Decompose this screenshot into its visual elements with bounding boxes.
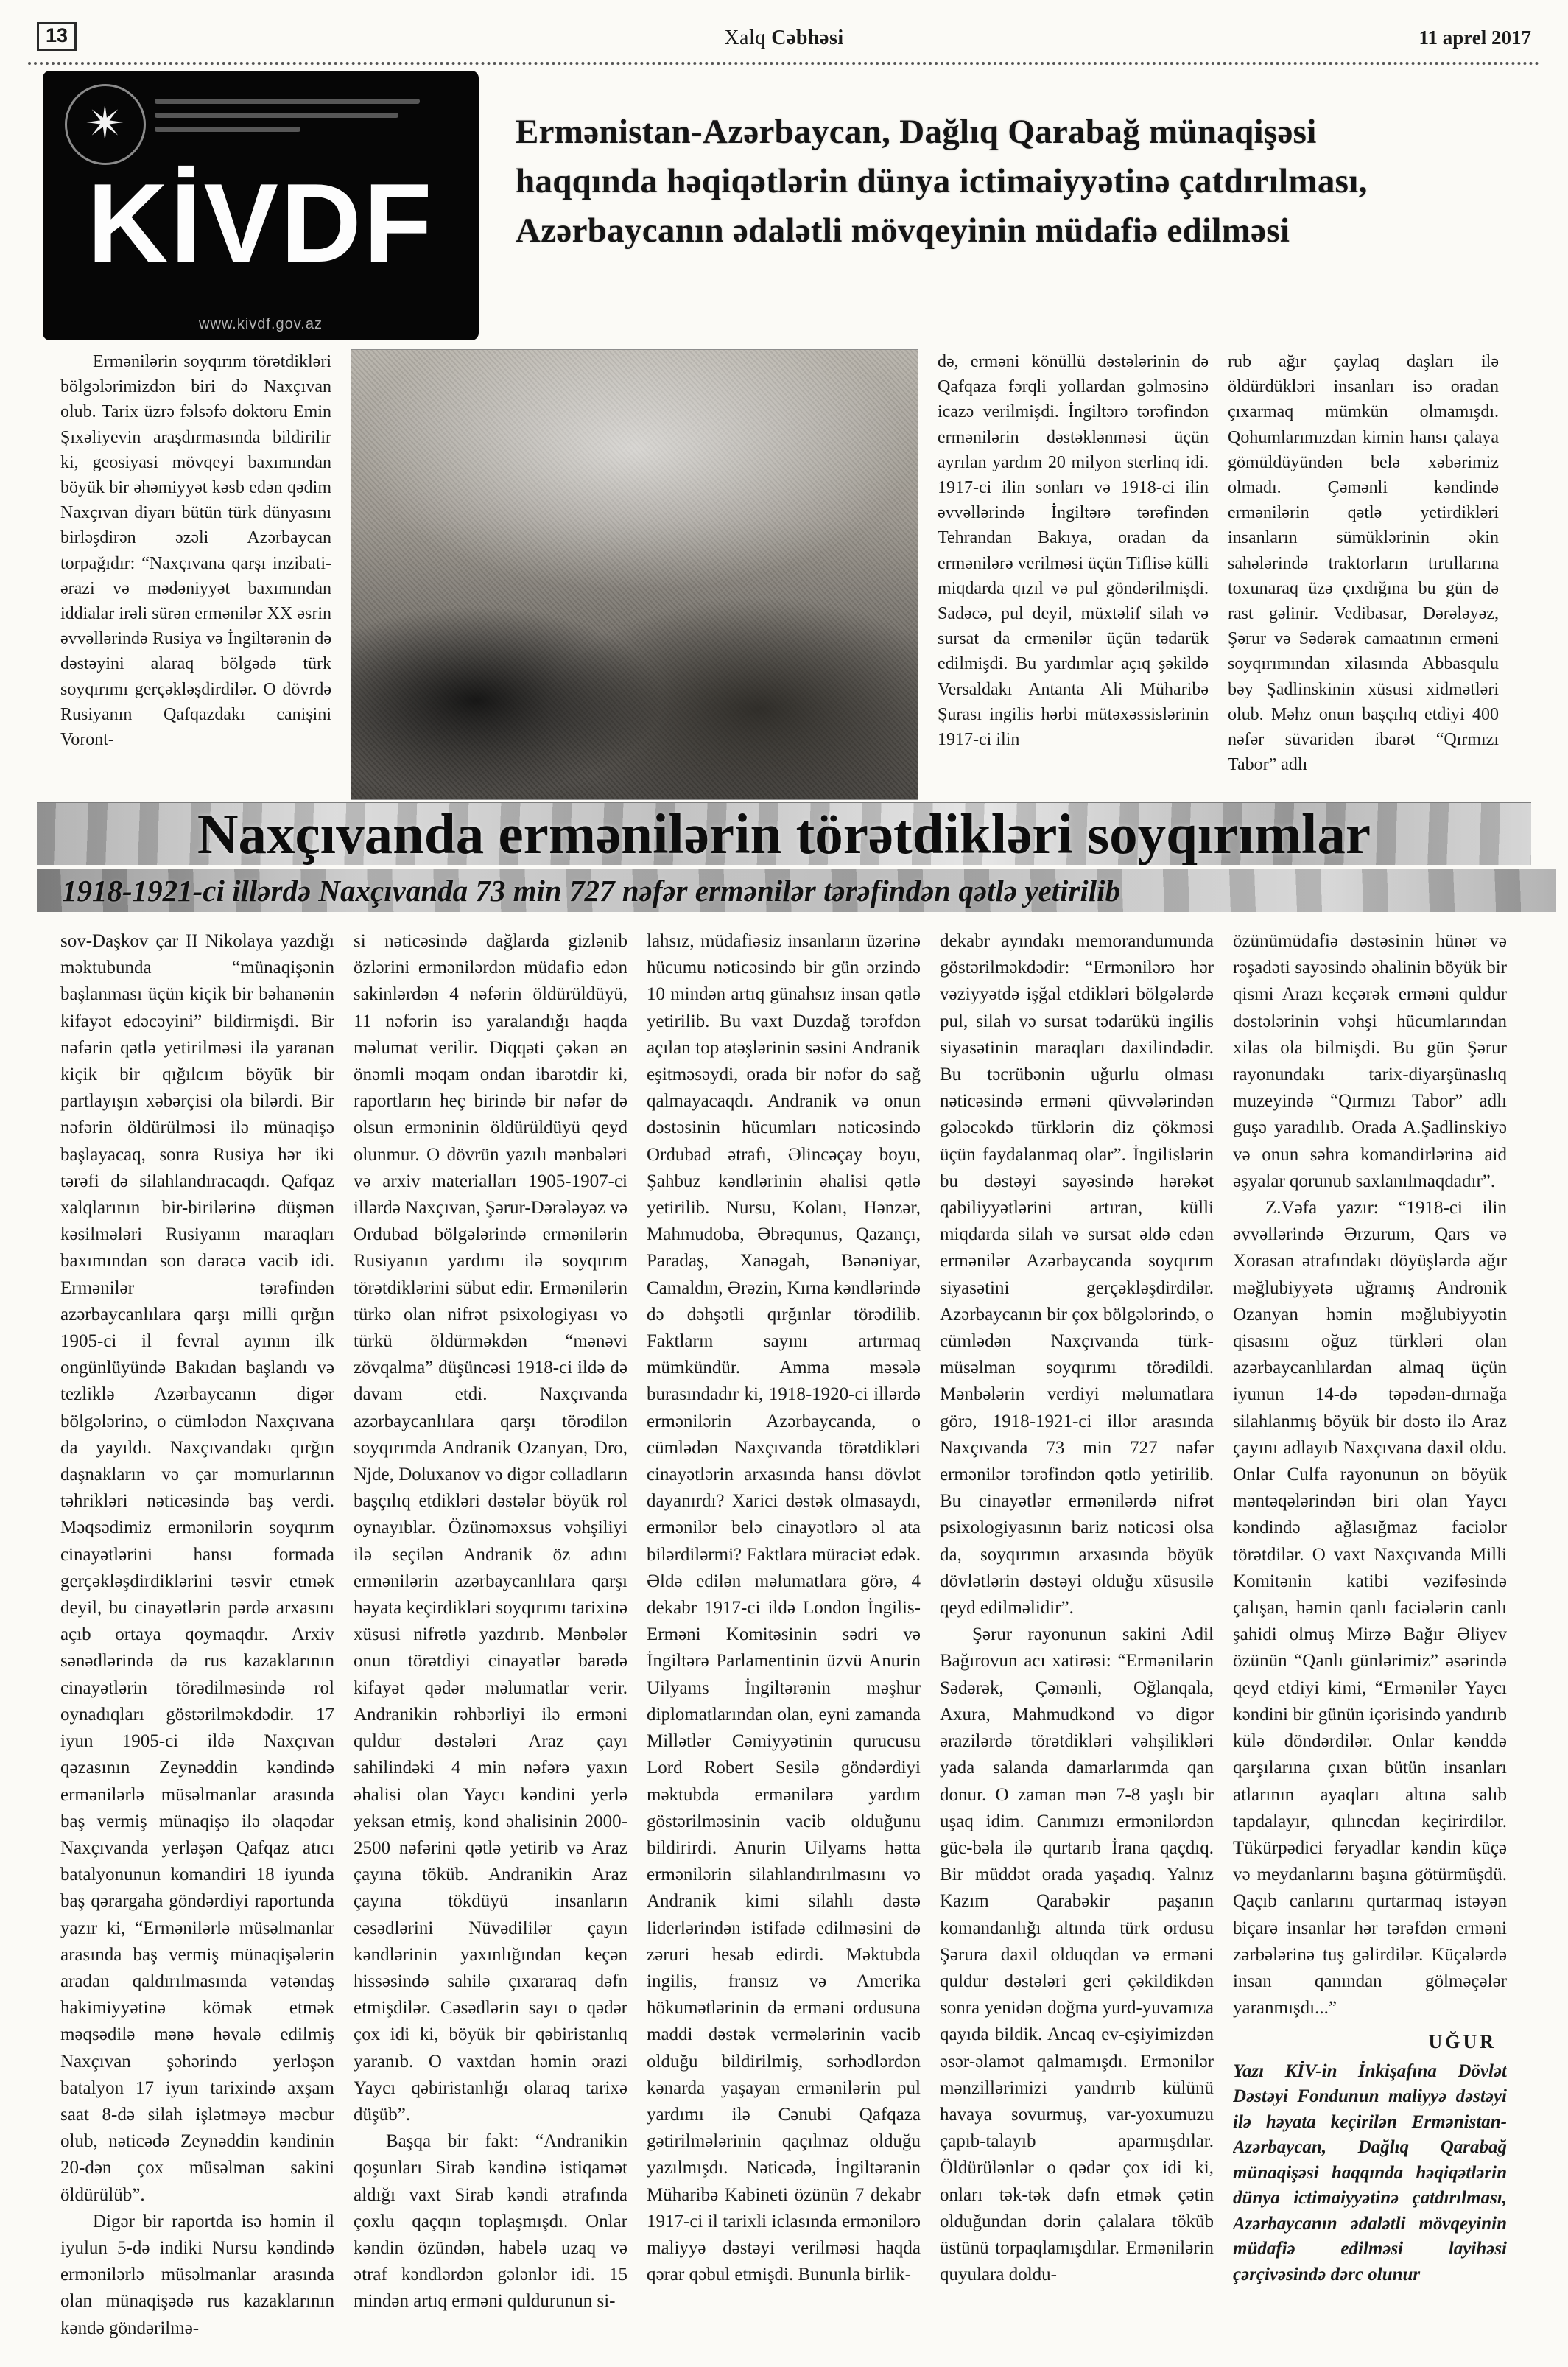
project-headline-line-3: Azərbaycanın ədalətli mövqeyinin müdafiə edilməsi	[516, 211, 1290, 250]
project-headline	[516, 108, 1519, 256]
header-divider	[28, 62, 1540, 65]
body-column-1	[60, 928, 334, 2356]
body-paragraph: Digər bir raportda isə həmin il iyulun 5-də indiki Nursu kəndində ermənilərlə müsəlmanlar arasında olan münaqişədə rus kazaklarının kəndə göndərilmə-	[60, 2211, 334, 2338]
lead-paragraph: rub ağır çaylaq daşları ilə öldürdükləri insanları isə oradan çıxarmaq mümkün olmamışdı. Qohumlarımızdan kimin hansı çalaya gömüldüyündən belə xəbərimiz olmadı. Çəmənli kəndində ermənilərin qətlə yetirdikləri insanların sümüklərinin əkin sahələrində traktorların tırtıllarına toxunaraq üzə çıxdığına bu gün də rast gəlinir. Vedibasar, Dərələyəz, Şərur və Sədərək camaatının erməni soyqırımından xilasında Abbasqulu bəy Şadlinskinin xüsusi xidmətləri olub. Məhz onun başçılıq etdiyi 400 nəfər süvaridən ibarət “Qırmızı Tabor” adlı	[1228, 352, 1499, 775]
project-headline-line-1: Ermənistan-Azərbaycan, Dağlıq Qarabağ münaqişəsi	[516, 113, 1317, 151]
body-paragraph: dekabr ayındakı memorandumunda göstərilməkdədir: “Ermənilərə hər vəziyyətdə işğal etdikləri bölgələrdə pul, silah və sursat tədarükü ingilis siyasətinin maraqları daxilindədir. Bu təcrübənin uğurlu olması nəticəsində erməni qüvvələrindən gələcəkdə türklərin diz çökməsi üçün faydalanmaq olar”. İngilislərin bu dəstəyi sayəsində hərəkət qabiliyyətlərini artıran, külli miqdarda silah və sursat əldə edən ermənilər Azərbaycanda soyqırım siyasətini gerçəkləşdirdilər. Azərbaycanın bir çox bölgələrində, o cümlədən Naxçıvanda türk-müsəlman soyqırımı törədildi. Mənbələrin verdiyi məlumatlara görə, 1918-1921-ci illər arasında Naxçıvanda 73 min 727 nəfər ermənilər tərəfindən qətlə yetirilib. Bu cinayətlər ermənilərdə nifrət psixologiyasının bariz nəticəsi olsa da, soyqırımın arxasında böyük dövlətlərin dəstəyi olduğu xüsusilə qeyd edilməlidir”.	[940, 931, 1214, 1619]
lead-photo	[351, 349, 918, 800]
body-paragraph: Başqa bir fakt: “Andranikin qoşunları Sirab kəndinə istiqamət aldığı vaxt Sirab kəndi ətrafında çoxlu qaçqın toplaşmışdı. Onlar kəndin özündən, habelə uzaq və ətraf kəndlərdən gələnlər idi. 15 mindən artıq erməni quldurunun si-	[354, 2131, 627, 2312]
lead-column-left	[60, 349, 331, 802]
lead-paragraph: Ermənilərin soyqırım törətdikləri bölgələrimizdən biri də Naxçıvan olub. Tarix üzrə fəlsəfə doktoru Emin Şıxəliyevin araşdırmasında bildirilir ki, geosiyasi mövqeyi baxımından böyük bir əhəmiyyət kəsb edən qədim Naxçıvan diyarı bütün türk dünyasını birləşdirən əzəli Azərbaycan torpağıdır: “Naxçıvana qarşı inzibati-ərazi və mədəniyyət baxımından iddialar irəli sürən ermənilər XX əsrin əvvəllərində Rusiya və İngiltərənin də dəstəyini alaraq bölgədə türk soyqırımı gerçəkləşdirdilər. O dövrdə Rusiyanın Qafqazdakı canişini Voront-	[60, 352, 331, 750]
body-paragraph: Z.Vəfa yazır: “1918-ci ilin əvvəllərində Ərzurum, Qars və Xorasan ətrafındakı döyüşlərdə ağır məğlubiyyətə uğramış Andronik Ozanyan həmin məğlubiyyətin qisasını oğuz türkləri olan azərbaycanlılardan almaq üçün iyunun 14-də təpədən-dırnağa silahlanmış böyük bir dəstə ilə Araz çayını adlayıb Naxçıvana daxil oldu. Onlar Culfa rayonunun ən böyük məntəqələrindən biri olan Yaycı kəndində ağlasığmaz faciələr törətdilər. O vaxt Naxçıvanda Milli Komitənin katibi vəzifəsində çalışan, həmin qanlı faciələrin canlı şahidi olmuş Mirzə Bağır Əliyev özünün “Qanlı günlərimiz” əsərində qeyd etdiyi kimi, “Ermənilər Yaycı kəndini bir günün içərisində yandırıb külə döndərdilər. Onlar kənddə qarşılarına çıxan bütün insanları atlarının ayaqları altına salıb tapdalayır, qılıncdan keçirirdilər. Tükürpədici fəryadlar kəndin küçə və meydanlarını başına götürmüşdü. Qaçıb canlarını qurtarmaq istəyən biçarə insanlar hər tərəfdən erməni zərbələrinə tuş gəlirdilər. Küçələrdə insan qanından gölməçələr yaranmışdı...”	[1233, 1198, 1507, 2019]
main-headline: Naxçıvanda ermənilərin törətdikləri soyqırımlar	[197, 802, 1371, 865]
article-body	[60, 928, 1508, 2356]
page-header	[37, 22, 1531, 59]
lead-column-right-2	[1228, 349, 1499, 802]
fund-abbreviation: KİVDF	[87, 161, 435, 286]
newspaper-title-light: Xalq	[724, 27, 772, 49]
lead-section	[60, 349, 1508, 802]
sub-headline-band	[37, 869, 1556, 912]
fund-small-text-lines	[155, 99, 420, 141]
body-paragraph: Şərur rayonunun sakini Adil Bağırovun acı xatirəsi: “Ermənilərin Sədərək, Çəmənli, Oğlanqala, Axura, Mahmudkənd və digər ərazilərdə törətdikləri vəhşilikləri yada salanda damarlarımda qan donur. O zaman mən 7-8 yaşlı bir uşaq idim. Canımızı ermənilərdən güc-bəla ilə qurtarıb İrana qaçdıq. Bir müddət orada yaşadıq. Yalnız Kazım Qarabəkir paşanın komandanlığı altında türk ordusu Şərura daxil olduqdan və erməni quldur dəstələri geri çəkildikdən sonra yenidən doğma yurd-yuvamıza qayıda bildik. Ancaq ev-eşiyimizdən əsər-əlamət qalmamışdı. Ermənilər mənzillərimizi yandırıb külünü havaya sovurmuş, var-yoxumuzu çapıb-talayıb aparmışdılar. Öldürülənlər o qədər çox idi ki, onları tək-tək dəfn etmək çətin olduğundan dərin çalalara töküb üstünü torpaqlamışdılar. Ermənilərin quyulara doldu-	[940, 1624, 1214, 2285]
lead-column-right-1	[938, 349, 1209, 802]
body-column-2	[354, 928, 627, 2356]
fund-small-text-line	[155, 113, 398, 118]
body-paragraph: si nəticəsində dağlarda gizlənib özlərini ermənilərdən müdafiə edən sakinlərdən 4 nəfərin öldürüldüyü, 11 nəfərin isə yaralandığı haqda məlumat verilir. Diqqəti çəkən ən önəmli məqam ondan ibarətdir ki, raportların heç birində bir nəfər də olsun erməninin öldürüldüyü qeyd olunmur. O dövrün yazılı mənbələri və arxiv materialları 1905-1907-ci illərdə Naxçıvan, Şərur-Dərələyəz və Ordubad bölgələrində ermənilərin Rusiyanın yardımı ilə soyqırım törətdiklərini sübut edir. Ermənilərin türkə olan nifrət psixologiyası və türkü öldürməkdən “mənəvi zövqalma” düşüncəsi 1918-ci ildə də davam etdi. Naxçıvanda azərbaycanlılara qarşı törədilən soyqırımda Andranik Ozanyan, Dro, Njde, Doluxanov və digər cəlladların başçılıq etdikləri dəstələr böyük rol oynayıblar. Özünəməxsus vəhşiliyi ilə seçilən Andranik öz adını ermənilərin azərbaycanlılara qarşı həyata keçirdikləri soyqırımı tarixinə xüsusi nifrətlə yazdırıb. Mənbələr onun törətdiyi cinayətlər barədə kifayət qədər məlumatlar verir. Andranikin rəhbərliyi ilə erməni quldur dəstələri Araz çayı sahilindəki 4 min nəfərə yaxın əhalisi olan Yaycı kəndini yerlə yeksan etmiş, kənd əhalisinin 2000-2500 nəfərini qətlə yetirib və Araz çayına töküb. Andranikin Araz çayına tökdüyü insanların cəsədlərini Nüvədililər çayın kəndlərinin yaxınlığından keçən hissəsində sahilə çıxararaq dəfn etmişdilər. Cəsədlərin sayı o qədər çox idi ki, böyük bir qəbiristanlıq yaranıb. O vaxtdan həmin ərazi Yaycı qəbiristanlığı olaraq tarixə düşüb”.	[354, 931, 627, 2125]
body-paragraph: sov-Daşkov çar II Nikolaya yazdığı məktubunda “münaqişənin başlanması üçün kiçik bir bəhanənin kifayət edəcəyini” bildirmişdi. Bir nəfərin qətlə yetirilməsi ilə yaranan kiçik bir qığılcım böyük bir partlayışın xəbərçisi ola bilərdi. Bir nəfərin öldürülməsi ilə münaqişə başlayacaq, sonra Rusiya hər iki tərəfi də silahlandıracaqdı. Qafqaz xalqlarının bir-birilərinə düşmən kəsilmələri Rusiyanın maraqları baxımından son dərəcə vacib idi. Ermənilər tərəfindən azərbaycanlılara qarşı milli qırğın 1905-ci il fevral ayının ilk ongünlüyündə Bakıdan başlandı və tezliklə Azərbaycanın digər bölgələrinə, o cümlədən Naxçıvana da yayıldı. Naxçıvandakı qırğın daşnakların və çar məmurlarının təhrikləri nəticəsində baş verdi. Məqsədimiz ermənilərin soyqırım cinayətlərini hansı formada gerçəkləşdirdiklərini təsvir etmək deyil, bu cinayətlərin pərdə arxasını açıb ortaya qoymaqdır. Arxiv sənədlərində də rus kazaklarının cinayətlərin törədilməsində rol oynadıqları göstərilməkdədir. 17 iyun 1905-ci ildə Naxçıvan qəzasının Zeynəddin kəndində ermənilərlə müsəlmanlar arasında baş vermiş münaqişə ilə əlaqədar Naxçıvanda yerləşən Qafqaz atıcı batalyonunun komandiri 18 iyunda baş qərargaha göndərdiyi raportunda yazır ki, “Ermənilərlə müsəlmanlar arasında baş vermiş münaqişələrin aradan qaldırılmasında vətəndaş hakimiyyətinə kömək etmək məqsədilə mənə həvalə edilmiş Naxçıvan şəhərində yerləşən batalyon 17 iyun tarixində axşam saat 8-də silah işlətməyə məcbur olub, nəticədə Zeynəddin kəndinin 20-dən çox müsəlman sakini öldürülüb”.	[60, 931, 334, 2205]
page-number: 13	[37, 22, 77, 51]
sub-headline: 1918-1921-ci illərdə Naxçıvanda 73 min 727 nəfər ermənilər tərəfindən qətlə yetirilib	[62, 874, 1121, 908]
funding-note: Yazı KİV-in İnkişafına Dövlət Dəstəyi Fondunun maliyyə dəstəyi ilə həyata keçirilən Ermənistan-Azərbaycan, Dağlıq Qarabağ münaqişəsi haqqında həqiqətlərin dünya ictimaiyyətinə çatdırılması, Azərbaycanın ədalətli mövqeyinin müdafiə edilməsi layihəsi çərçivəsində dərc olunur	[1233, 2061, 1507, 2284]
newspaper-title-bold: Cəbhəsi	[771, 27, 844, 49]
fund-small-text-line	[155, 99, 420, 104]
lead-paragraph: də, erməni könüllü dəstələrinin də Qafqaza fərqli yollardan gəlməsinə icazə verilmişdi. İngiltərə tərəfindən ermənilərin dəstəklənməsi üçün ayrılan yardım 20 milyon sterlinq idi. 1917-ci ilin sonları və 1918-ci ilin əvvəllərində İngiltərə tərəfindən Tehrandan Bakıya, oradan da ermənilərə verilməsi üçün Tiflisə külli miqdarda qızıl və pul göndərilmişdi. Sadəcə, pul deyil, müxtəlif silah və sursat da ermənilər üçün tədarük edilmişdi. Bu yardımlar açıq şəkildə Versaldakı Antanta Ali Müharibə Şurası ingilis hərbi mütəxəssislərinin 1917-ci ilin	[938, 352, 1209, 750]
body-column-5	[1233, 928, 1507, 2356]
author-name: UĞUR	[1428, 2031, 1497, 2053]
fund-banner	[44, 72, 1524, 339]
eight-pointed-star-icon	[65, 84, 146, 165]
fund-website: www.kivdf.gov.az	[199, 316, 323, 332]
issue-date: 11 aprel 2017	[1418, 27, 1531, 49]
body-column-4	[940, 928, 1214, 2356]
fund-small-text-line	[155, 127, 300, 132]
project-headline-line-2: haqqında həqiqətlərin dünya ictimaiyyətinə çatdırılması,	[516, 162, 1368, 200]
main-headline-band	[37, 802, 1531, 865]
newspaper-title	[724, 27, 843, 50]
fund-logo-box	[44, 72, 477, 339]
body-paragraph: lahsız, müdafiəsiz insanların üzərinə hücumu nəticəsində bir gün ərzində 10 mindən artıq günahsız insan qətlə yetirilib. Bu vaxt Duzdağ tərəfdən açılan top atəşlərinin səsini Andranik eşitməsəydi, orada bir nəfər də sağ qalmayacaqdı. Andranik və onun dəstəsinin hücumları nəticəsində Ordubad ətrafı, Əlincəçay boyu, Şahbuz kəndlərinin əhalisi qətlə yetirilib. Nursu, Kolanı, Hənzər, Mahmudoba, Əbrəqunus, Qazançı, Paradaş, Xanəgah, Bənəniyar, Camaldın, Ərəzin, Kırna kəndlərində də dəhşətli qırğınlar törədilib. Faktların sayını artırmaq mümkündür. Amma məsələ burasındadır ki, 1918-1920-ci illərdə ermənilərin Azərbaycanda, o cümlədən Naxçıvanda törətdikləri cinayətlərin arxasında hansı dövlət dayanırdı? Xarici dəstək olmasaydı, ermənilər belə cinayətlərə əl ata bilərdilərmi? Faktlara müraciət edək. Əldə edilən məlumatlara görə, 4 dekabr 1917-ci ildə London İngilis-Erməni Komitəsinin sədri və İngiltərə Parlamentinin üzvü Anurin Uilyams İngiltərənin məşhur diplomatlarından olan, eyni zamanda Millətlər Cəmiyyətinin qurucusu Lord Robert Sesilə göndərdiyi məktubda ermənilərə yardım göstərilməsinin vacib olduğunu bildirirdi. Anurin Uilyams hətta ermənilərin silahlandırılmasını və Andranik kimi silahlı dəstə liderlərindən istifadə edilməsini də zəruri hesab edirdi. Məktubda ingilis, fransız və Amerika hökumətlərinin də erməni ordusuna maddi dəstək vermələrinin vacib olduğu bildirilmiş, sərhədlərdən kənarda yaşayan ermənilərin pul yardımı ilə Cənubi Qafqaza gətirilmələrinin qaçılmaz olduğu yazılmışdı. Nəticədə, İngiltərənin Müharibə Kabineti özünün 7 dekabr 1917-ci il tarixli iclasında ermənilərə maliyyə dəstəyi verilməsi haqda qərar qəbul etmişdi. Bununla birlik-	[647, 931, 921, 2285]
body-paragraph: özünümüdafiə dəstəsinin hünər və rəşadəti sayəsində əhalinin böyük bir qismi Arazı keçərək erməni quldur dəstələrinin vəhşi hücumlarından xilas ola bilmişdi. Bu gün Şərur rayonundakı tarix-diyarşünaslıq muzeyində “Qırmızı Tabor” adlı guşə yaradılıb. Orada A.Şadlinskiyə və onun səhra komandirlərinə aid əşyalar qorunub saxlanılmaqdadır”.	[1233, 931, 1507, 1191]
emblem-glyph: ✴	[85, 97, 126, 151]
body-column-3	[647, 928, 921, 2356]
